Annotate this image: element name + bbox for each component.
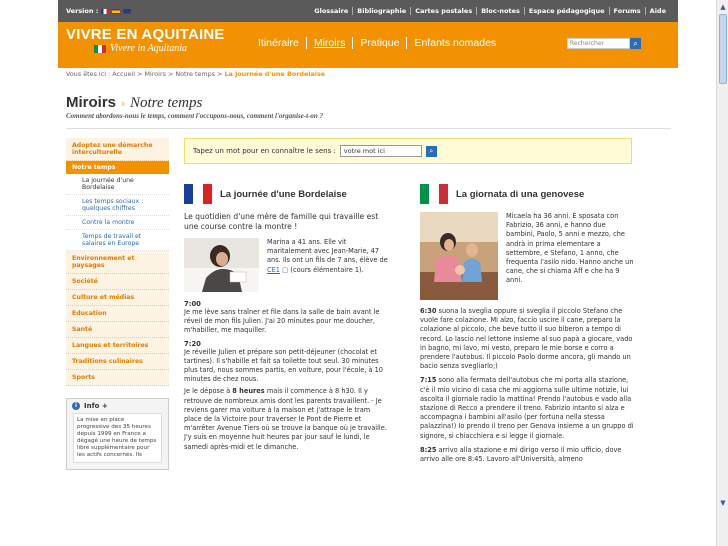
main-content: [184, 138, 674, 464]
paragraph: Je me lève sans traîner et file dans la salle de bain avant le réveil de mon fils Julien. J'ai 20 minutes pour me doucher, m'habiller, me maquiller.: [184, 308, 380, 335]
site-header: [58, 22, 678, 68]
search-icon[interactable]: ⌕: [630, 38, 641, 49]
logo-title: VIVRE EN AQUITAINE: [66, 26, 225, 43]
link-bloc-notes[interactable]: Bloc-notes: [476, 7, 524, 15]
link-espace-pedagogique[interactable]: Espace pédagogique: [524, 7, 609, 15]
vertical-scrollbar[interactable]: [716, 0, 728, 546]
scrollbar-thumb[interactable]: [719, 14, 727, 84]
ce1-link[interactable]: CE1: [267, 265, 280, 274]
time-label: 8:25: [420, 445, 437, 454]
sidebar-subitem[interactable]: Temps de travail et salaires en Europe: [66, 230, 169, 251]
paragraph-part: sono alla fermata dell'autobus che mi porta alla stazione, c'è il mio vicino di casa che mi aggiorna sulle ultime notizie, lui ascolta il giornale radio la mattina! Prendo l'autobus e vado alla stazione di Recco a prendere il treno. Fabrizio intanto si alza e accompagna i bambini all'asilo (per fortuna nella stessa palazzina!) Io prendo il treno per Genova insieme a un gruppo di signore, si chiacchiera e si legge il giornale.: [420, 376, 634, 440]
flag-it-icon: [420, 184, 448, 204]
link-bibliographie[interactable]: Bibliographie: [352, 7, 410, 15]
flag-it-icon: [94, 45, 106, 53]
micaela-photo: [420, 212, 498, 300]
marina-bio-b: (cours élémentaire 1).: [290, 265, 364, 274]
italian-column: [420, 182, 635, 464]
marina-photo: [184, 238, 259, 292]
link-aide[interactable]: Aide: [645, 7, 670, 15]
version-label: Version :: [66, 7, 99, 15]
scroll-up-icon[interactable]: ▲: [720, 3, 726, 11]
sidebar-subitem[interactable]: Les temps sociaux : quelques chiffres: [66, 195, 169, 216]
flag-uk-icon[interactable]: [123, 9, 131, 14]
info-box-title: Info +: [84, 402, 108, 410]
main-navigation: [251, 37, 503, 49]
divider: [66, 128, 671, 129]
paragraph-bold: 8 heures: [232, 387, 265, 396]
sidebar-subitem[interactable]: Contre la montre: [66, 216, 169, 230]
logo-subtitle: [94, 43, 225, 54]
flag-fr-icon: [184, 184, 212, 204]
page-title: [66, 93, 202, 112]
french-column: [184, 182, 389, 452]
breadcrumb-item[interactable]: Notre temps: [175, 70, 216, 78]
site-search-input[interactable]: Rechercher: [567, 38, 630, 49]
link-cartes-postales[interactable]: Cartes postales: [410, 7, 476, 15]
version-selector: [66, 7, 131, 15]
paragraph: [420, 446, 635, 464]
top-utility-bar: [58, 0, 678, 22]
breadcrumb-item[interactable]: Accueil: [112, 70, 136, 78]
flag-es-icon[interactable]: [112, 9, 120, 14]
info-box-text: La mise en place progressive des 35 heures depuis 1999 en France a dégagé une heure de temps libre supplémentaire pour les actifs concernés. Ils: [73, 413, 162, 463]
micaela-bio: Micaela ha 36 anni. È sposata con Fabrizio, 36 anni, e hanno due bambini, Paolo, 5 anni e mezzo, che andrà in prima elementare a settembre, e Stefano, 1 anno, che frequenta l'asilo nido. Hanno anche un cane, che si chiama Aff e che ha 9 anni.: [506, 212, 634, 285]
nav-pratique[interactable]: Pratique: [352, 37, 406, 49]
sidebar-item-interculturelle[interactable]: Adoptez une démarche interculturelle: [66, 138, 169, 161]
page-title-sub: Notre temps: [129, 95, 203, 111]
sidebar-item-culture[interactable]: Culture et médias: [66, 290, 169, 306]
breadcrumb-prefix: Vous êtes ici :: [66, 70, 111, 78]
page-tagline: Comment abordons-nous le temps, comment l'occupons-nous, comment l'organise-t-on ?: [66, 112, 324, 120]
sidebar-item-education[interactable]: Education: [66, 306, 169, 322]
page-title-main: Miroirs: [66, 94, 117, 111]
italian-heading-text: La giornata di una genovese: [456, 188, 585, 200]
time-label: 7:20: [184, 339, 201, 348]
time-label: 6:30: [420, 307, 437, 315]
info-icon: i: [72, 402, 80, 410]
nav-itineraire[interactable]: Itinéraire: [258, 37, 299, 49]
time-label: 7:15: [420, 376, 437, 385]
logo-subtitle-text: Vivere in Aquitania: [110, 43, 188, 54]
nav-miroirs[interactable]: Miroirs: [306, 37, 353, 49]
time-label: 7:00: [184, 300, 201, 308]
link-forums[interactable]: Forums: [609, 7, 645, 15]
info-box: [66, 398, 169, 470]
french-intro: Le quotidien d'une mère de famille qui travaille est une course contre la montre !: [184, 212, 379, 231]
page: [58, 0, 678, 546]
paragraph-part: Je le dépose à: [184, 387, 231, 396]
breadcrumb-item[interactable]: Miroirs: [144, 70, 166, 78]
breadcrumb: Vous êtes ici : Accueil > Miroirs > Notre temps > La journée d'une Bordelaise: [66, 70, 326, 78]
definition-search: [184, 138, 632, 164]
flag-fr-icon[interactable]: [101, 9, 109, 14]
breadcrumb-current: La journée d'une Bordelaise: [224, 70, 326, 78]
marina-bio-a: Marina a 41 ans. Elle vit maritalement avec Jean-Marie, 47 ans. Ils ont un fils de 7 ans, élève de: [267, 238, 388, 265]
paragraph-part: suona la sveglia oppure si sveglia il piccolo Stefano che vuole fare colazione. Mi alzo, faccio uscire il cane, preparo la colazione al piccolo, che beve tutto il suo biberon a tempo di record. Lo lascio nel lettone insieme al suo papà a giocare, vado in bagno, mi lavo, mi vesto, preparo le mie borse e corro a prendere l'autobus. Il piccolo Paolo dorme ancora, gli mando un bacio senza svegliarlo;): [420, 307, 633, 371]
sidebar: [66, 138, 169, 470]
scroll-down-icon[interactable]: ▼: [720, 499, 726, 507]
sidebar-item-societe[interactable]: Société: [66, 274, 169, 290]
sidebar-item-langues[interactable]: Langues et territoires: [66, 338, 169, 354]
site-logo[interactable]: [66, 26, 225, 54]
italian-heading: [420, 182, 635, 206]
paragraph-part: mais il commence à 8 h30. Il y retrouve de nombreux amis dont les parents travaillent. - Je reviens garer ma voiture à la maison et j'attrape le tram place de la Victoire pour traverser le Pont de Pierre et m'arrêter Avenue Tiers où se trouve la banque où je travaille. J'y suis en moyenne huit heures par jour sauf le lundi, le samedi après-midi et le dimanche.: [184, 387, 387, 451]
paragraph: Je réveille Julien et prépare son petit-déjeuner (chocolat et tartines). Il s'habille et fait sa toilette tout seul. 30 minutes plus tard, nous sommes partis, en voiture, pour l'école, à 10 minutes de chez nous.: [184, 347, 383, 384]
search-icon[interactable]: ⌕: [426, 146, 437, 157]
link-glossaire[interactable]: Glossaire: [314, 7, 349, 15]
paragraph-part: arrivo alla stazione e mi dirigo verso il mio ufficio, dove arrivo alle ore 8:45. Lavoro all'Università, almeno: [420, 445, 622, 464]
utility-links: [310, 7, 670, 15]
definition-search-label: Tapez un mot pour en connaître le sens :: [193, 147, 336, 155]
chevron-right-icon: ›: [120, 97, 126, 110]
paragraph: [420, 376, 635, 440]
nav-enfants-nomades[interactable]: Enfants nomades: [406, 37, 503, 49]
sidebar-item-sports[interactable]: Sports: [66, 370, 169, 386]
info-box-header: [67, 399, 168, 413]
sidebar-item-sante[interactable]: Santé: [66, 322, 169, 338]
sidebar-item-traditions[interactable]: Traditions culinaires: [66, 354, 169, 370]
sidebar-item-notre-temps[interactable]: Notre temps: [66, 161, 169, 174]
comment-icon[interactable]: ▢: [282, 265, 289, 274]
french-heading-text: La journée d'une Bordelaise: [220, 188, 347, 200]
sidebar-item-environnement[interactable]: Environnement et paysages: [66, 251, 169, 274]
french-heading: [184, 182, 389, 206]
definition-search-input[interactable]: votre mot ici: [340, 145, 422, 157]
sidebar-subitem[interactable]: La journée d'une Bordelaise: [66, 174, 169, 195]
paragraph: [420, 307, 635, 371]
paragraph: [184, 387, 389, 451]
